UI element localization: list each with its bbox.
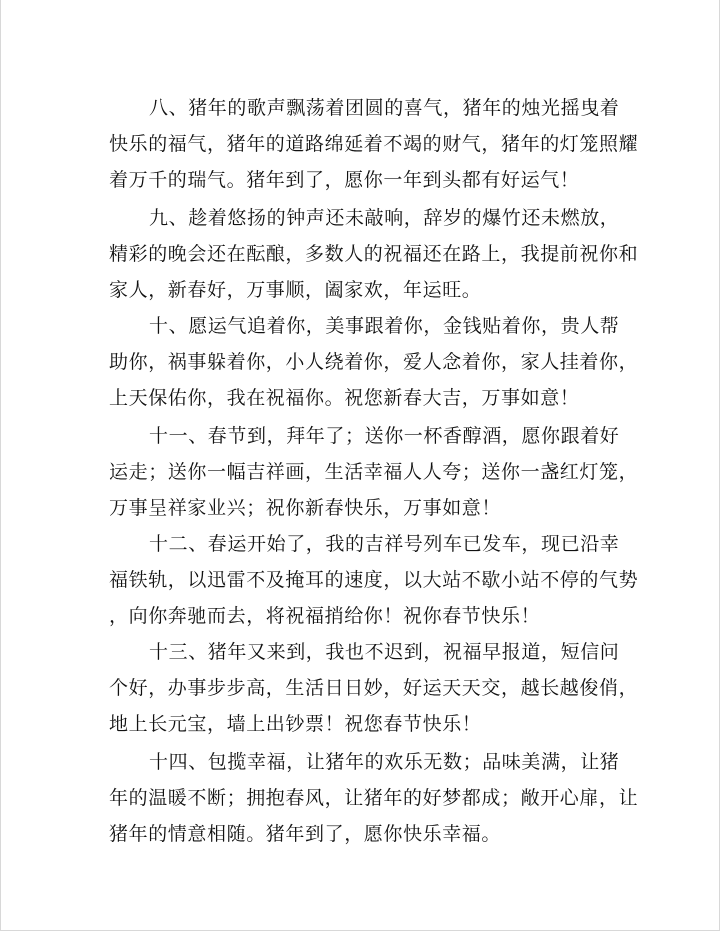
paragraph-14-line-1: 十四、包揽幸福，让猪年的欢乐无数；品味美满，让猪	[149, 751, 620, 773]
paragraph-11-line-1: 十一、春节到，拜年了；送你一杯香醇酒，愿你跟着好	[149, 425, 620, 447]
paragraph-9-line-1: 九、趁着悠扬的钟声还未敲响，辞岁的爆竹还未燃放，	[149, 207, 620, 229]
paragraph-8-line-3: 着万千的瑞气。猪年到了，愿你一年到头都有好运气！	[109, 169, 580, 191]
paragraph-13-line-1: 十三、猪年又来到，我也不迟到，祝福早报道，短信问	[149, 641, 620, 663]
paragraph-10-line-3: 上天保佑你，我在祝福你。祝您新春大吉，万事如意！	[109, 387, 580, 409]
paragraph-8-line-2: 快乐的福气，猪年的道路绵延着不竭的财气，猪年的灯笼照耀	[109, 133, 639, 155]
paragraph-10-line-1: 十、愿运气追着你，美事跟着你，金钱贴着你，贵人帮	[149, 315, 620, 337]
paragraph-11-line-3: 万事呈祥家业兴；祝你新春快乐，万事如意！	[109, 497, 502, 519]
paragraph-8-line-1: 八、猪年的歌声飘荡着团圆的喜气，猪年的烛光摇曳着	[149, 97, 620, 119]
paragraph-12-line-3: ，向你奔驰而去，将祝福捎给你！祝你春节快乐！	[109, 605, 541, 627]
paragraph-9-line-3: 家人，新春好，万事顺，阖家欢，年运旺。	[109, 279, 482, 301]
paragraph-10-line-2: 助你，祸事躲着你，小人绕着你，爱人念着你，家人挂着你，	[109, 351, 639, 373]
paragraph-13-line-2: 个好，办事步步高，生活日日妙，好运天天交，越长越俊俏，	[109, 677, 639, 699]
paragraph-12-line-2: 福铁轨，以迅雷不及掩耳的速度，以大站不歇小站不停的气势	[109, 569, 639, 591]
paragraph-14-line-3: 猪年的情意相随。猪年到了，愿你快乐幸福。	[109, 823, 502, 845]
paragraph-14-line-2: 年的温暖不断；拥抱春风，让猪年的好梦都成；敞开心扉，让	[109, 787, 639, 809]
paragraph-9-line-2: 精彩的晚会还在酝酿，多数人的祝福还在路上，我提前祝你和	[109, 243, 639, 265]
paragraph-12-line-1: 十二、春运开始了，我的吉祥号列车已发车，现已沿幸	[149, 533, 620, 555]
paragraph-11-line-2: 运走；送你一幅吉祥画，生活幸福人人夸；送你一盏红灯笼，	[109, 461, 639, 483]
paragraph-13-line-3: 地上长元宝，墙上出钞票！祝您春节快乐！	[109, 713, 482, 735]
